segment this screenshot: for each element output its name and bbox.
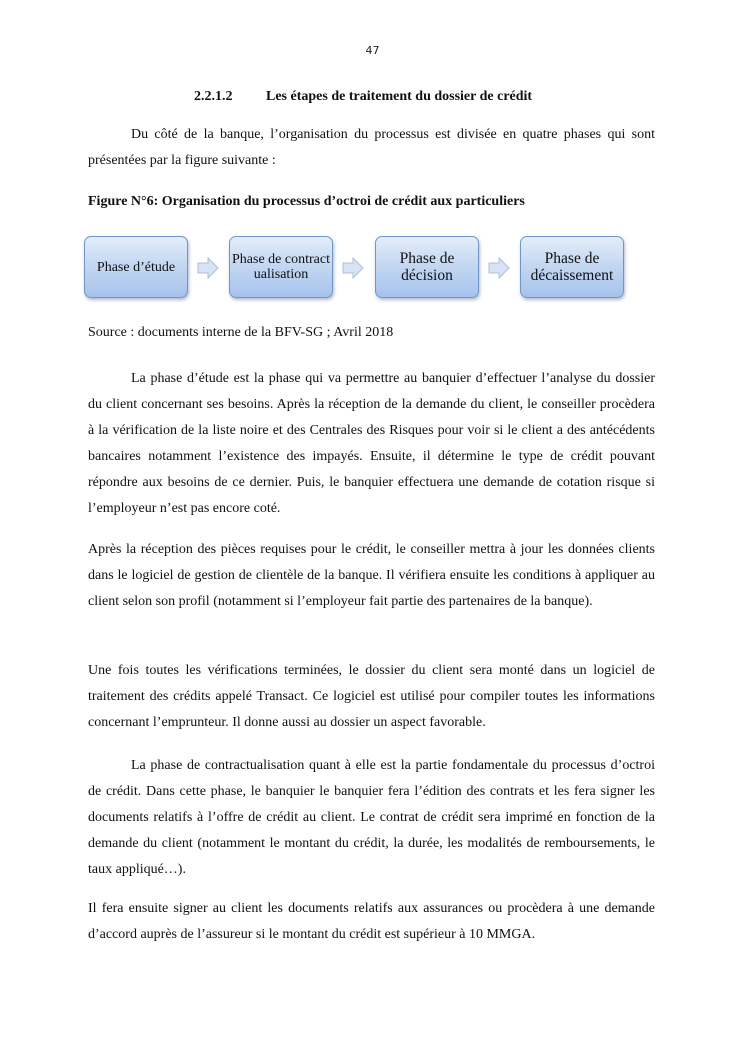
paragraph-transact: Une fois toutes les vérifications terminées, le dossier du client sera monté dans un logiciel de traitement des crédits appelé Transact. Ce logiciel est utilisé pour compiler toutes les informations concernant l’emprunteur. Il donne aussi au dossier un aspect favorable. xyxy=(88,663,655,730)
arrow-right-icon xyxy=(342,256,364,280)
section-number: 2.2.1.2 xyxy=(194,89,233,104)
figure-caption: Figure N°6: Organisation du processus d’octroi de crédit aux particuliers xyxy=(88,194,525,209)
process-diagram xyxy=(84,236,629,302)
intro-paragraph: Du côté de la banque, l’organisation du processus est divisée en quatre phases qui sont présentées par la figure suivante : xyxy=(88,127,655,168)
page-number: 47 xyxy=(365,44,380,57)
section-heading xyxy=(194,89,532,105)
figure-source: Source : documents interne de la BFV-SG ; Avril 2018 xyxy=(88,325,394,340)
phase-box-decaissement: Phase de décaissement xyxy=(520,236,624,298)
paragraph-contractualisation: La phase de contractualisation quant à elle est la partie fondamentale du processus d’octroi de crédit. Dans cette phase, le banquier le banquier fera l’édition des contrats et les fera signer les documents relatifs à l’offre de crédit au client. Le contrat de crédit sera imprimé en fonction de la demande du client (notamment le montant du crédit, la durée, les modalités de remboursements, le taux appliqué…). xyxy=(88,758,655,877)
arrow-right-icon xyxy=(197,256,219,280)
arrow-right-icon xyxy=(488,256,510,280)
section-title: Les étapes de traitement du dossier de crédit xyxy=(266,89,533,104)
paragraph-pieces: Après la réception des pièces requises pour le crédit, le conseiller mettra à jour les données clients dans le logiciel de gestion de clientèle de la banque. Il vérifiera ensuite les conditions à appliquer au client selon son profil (notamment si l’employeur fait partie des partenaires de la banque). xyxy=(88,542,655,609)
paragraph-assurances: Il fera ensuite signer au client les documents relatifs aux assurances ou procèdera à une demande d’accord auprès de l’assureur si le montant du crédit est supérieur à 10 MMGA. xyxy=(88,901,655,942)
phase-box-decision: Phase de décision xyxy=(375,236,479,298)
phase-box-etude: Phase d’étude xyxy=(84,236,188,298)
paragraph-etude: La phase d’étude est la phase qui va permettre au banquier d’effectuer l’analyse du dossier du client concernant ses besoins. Après la réception de la demande du client, le conseiller procèdera à la vérification de la liste noire et des Centrales des Risques pour voir si le client a des antécédents bancaires notamment l’existence des impayés. Ensuite, il détermine le type de crédit pouvant répondre aux besoins de ce dernier. Puis, le banquier effectuera une demande de cotation risque si l’employeur n’est pas encore coté. xyxy=(88,371,655,516)
phase-box-contractualisation: Phase de contractualisation xyxy=(229,236,333,298)
